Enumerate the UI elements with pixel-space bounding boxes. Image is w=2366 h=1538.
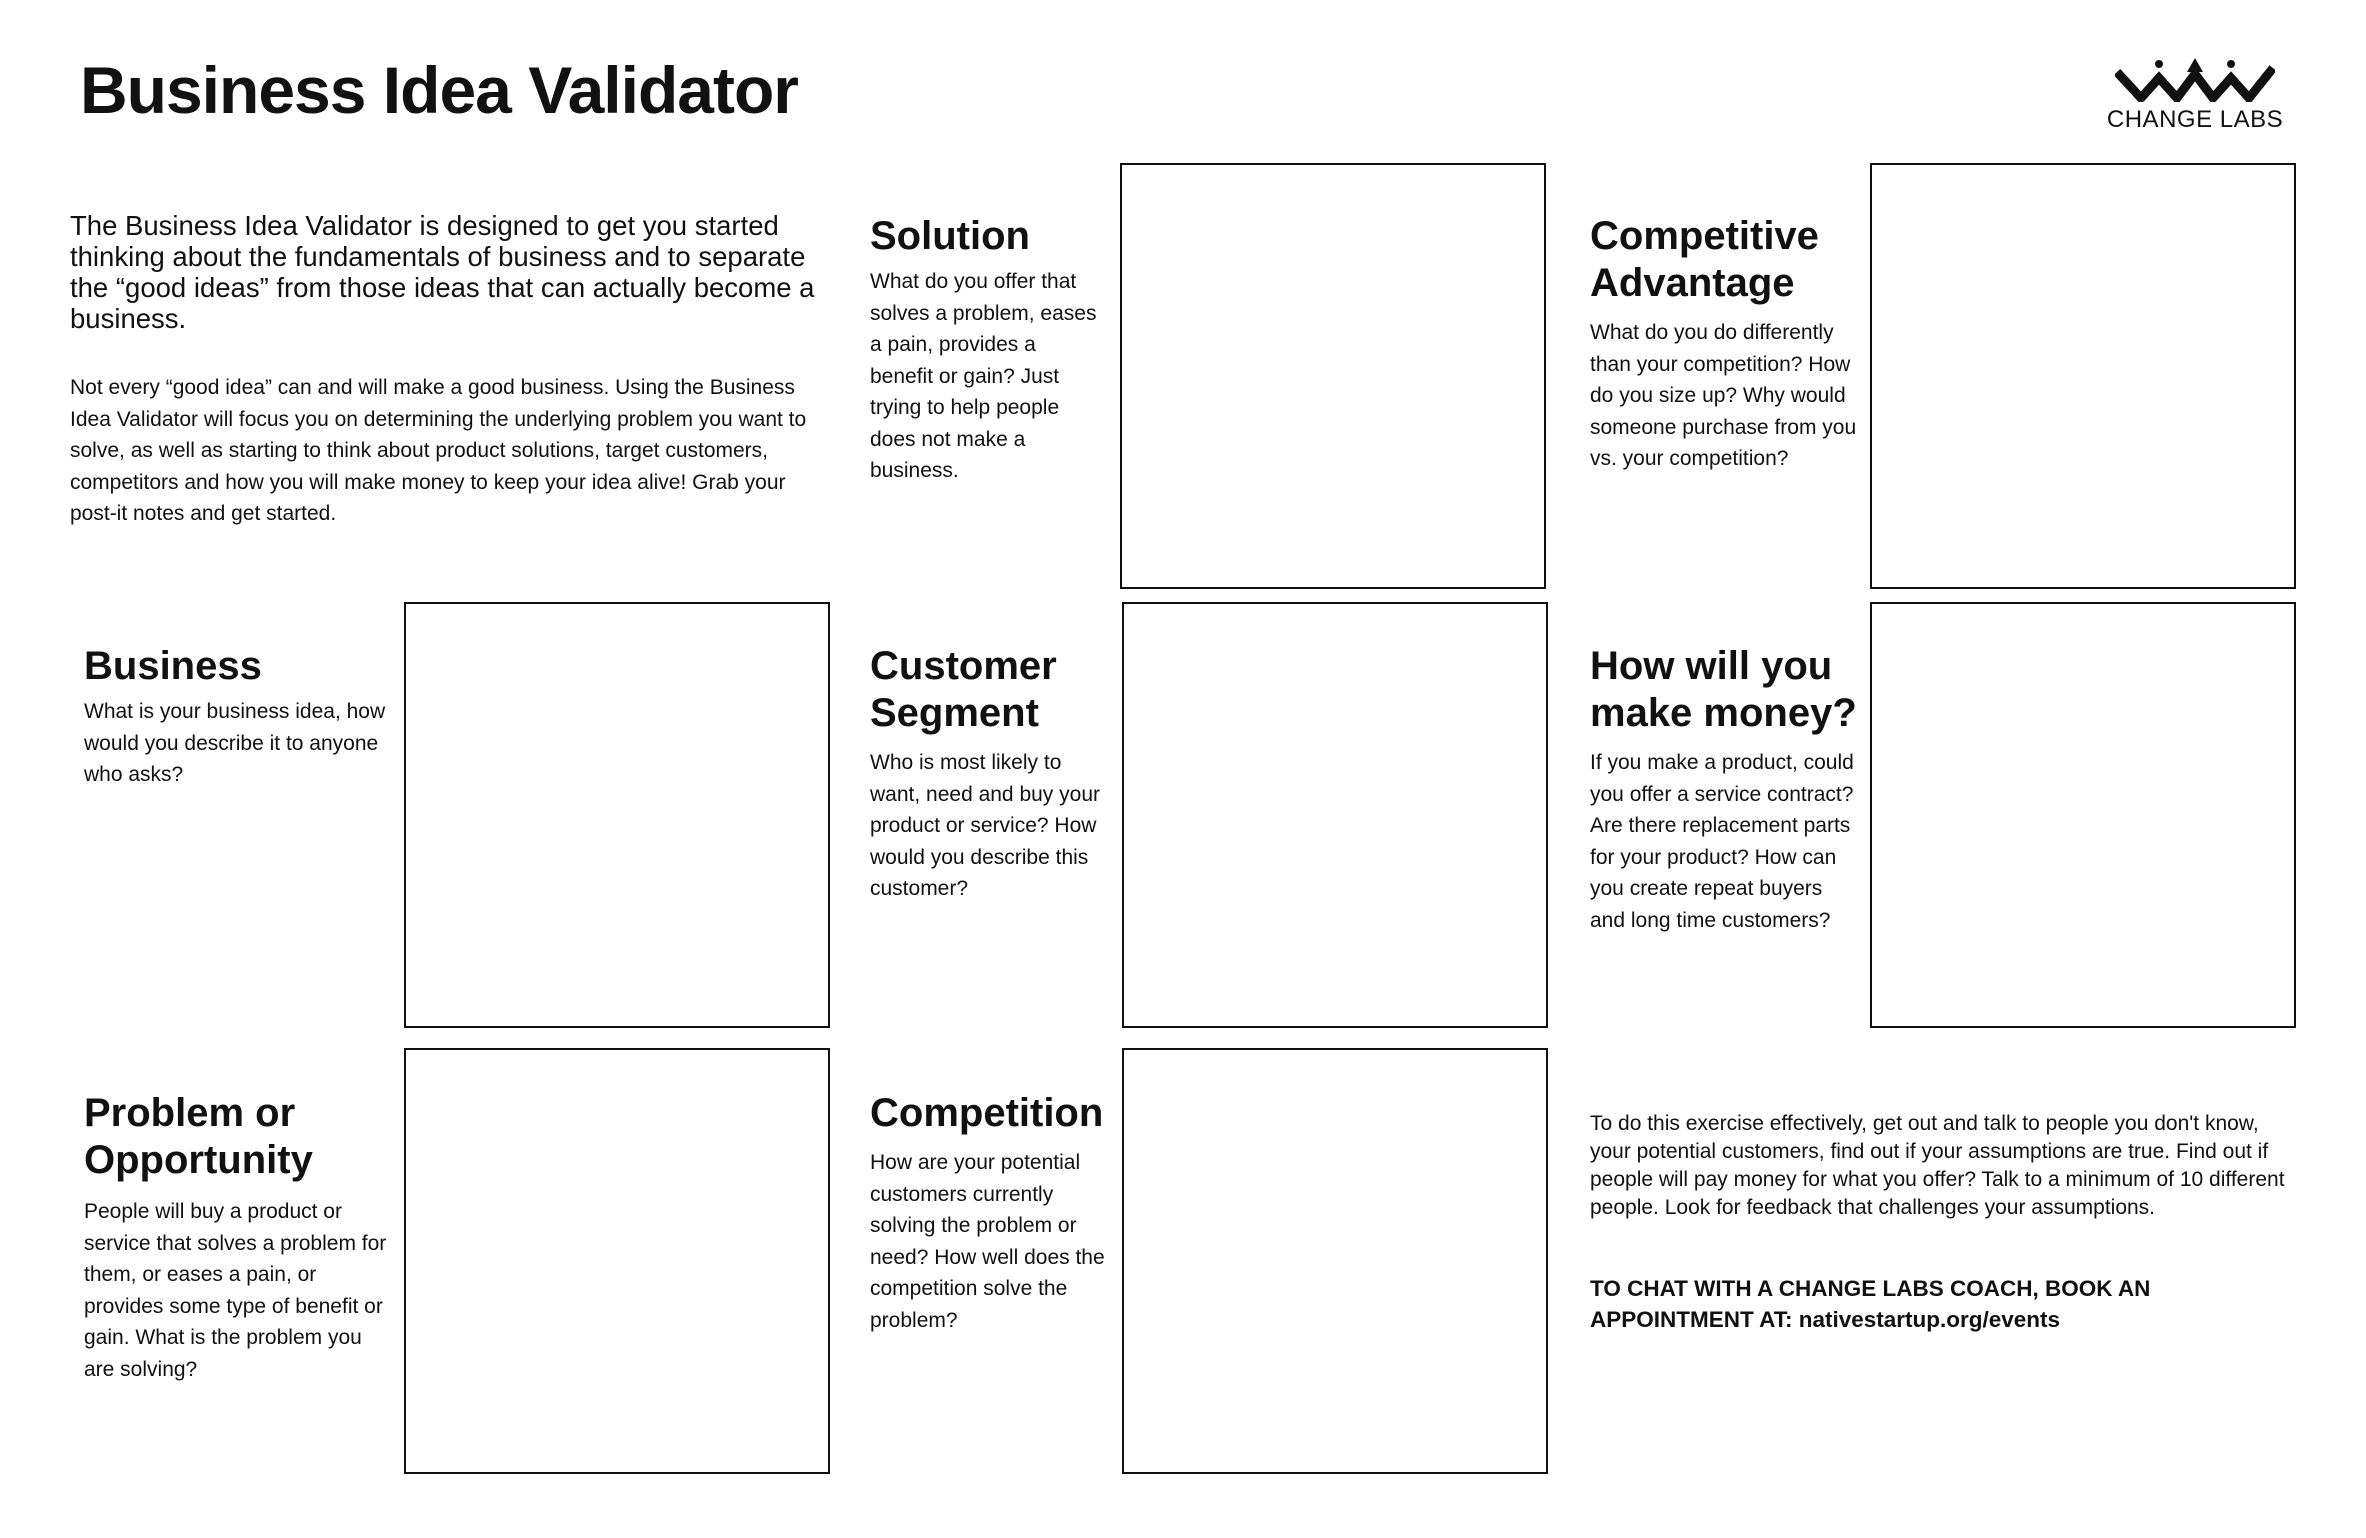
page-title: Business Idea Validator: [80, 53, 798, 127]
solution-section: [870, 213, 1100, 487]
competition-box[interactable]: [1122, 1048, 1548, 1474]
change-labs-logo: [2090, 58, 2300, 142]
business-section: [84, 643, 404, 791]
competitive-advantage-title: Competitive Advantage: [1590, 214, 1819, 305]
problem-title: Problem or Opportunity: [84, 1091, 313, 1182]
problem-box[interactable]: [404, 1048, 830, 1474]
competitive-advantage-section: [1590, 213, 1870, 475]
solution-title: Solution: [870, 214, 1030, 258]
intro-body: Not every “good idea” can and will make a good business. Using the Business Idea Validator will focus you on determining the underlying problem you want to solve, as well as starting to think about product solutions, target customers, competitors and how you will make money to keep your idea alive! Grab your post-it notes and get started.: [70, 376, 807, 525]
coach-appointment-cta: TO CHAT WITH A CHANGE LABS COACH, BOOK AN APPOINTMENT AT: nativestartup.org/events: [1590, 1276, 2151, 1332]
business-box[interactable]: [404, 602, 830, 1028]
make-money-box[interactable]: [1870, 602, 2296, 1028]
problem-description: People will buy a product or service that solves a problem for them, or eases a pain, or provides some type of benefit or gain. What is the problem you are solving?: [84, 1200, 387, 1381]
logo-text: CHANGE LABS: [2106, 106, 2284, 133]
solution-box[interactable]: [1120, 163, 1546, 589]
customer-segment-section: [870, 643, 1100, 905]
competition-section: [870, 1090, 1110, 1336]
make-money-section: [1590, 643, 1860, 936]
mountain-crown-icon: [2115, 58, 2275, 102]
make-money-title: How will you make money?: [1590, 644, 1857, 735]
make-money-description: If you make a product, could you offer a service contract? Are there replacement parts for your product? How can you create repeat buyers and long time customers?: [1590, 751, 1854, 932]
customer-segment-title: Customer Segment: [870, 644, 1057, 735]
competitive-advantage-description: What do you do differently than your competition? How do you size up? Why would someone purchase from you vs. your competition?: [1590, 321, 1857, 470]
competition-description: How are your potential customers currently solving the problem or need? How well does the competition solve the problem?: [870, 1151, 1105, 1332]
customer-segment-description: Who is most likely to want, need and buy your product or service? How would you describe this customer?: [870, 751, 1100, 900]
problem-section: [84, 1090, 394, 1385]
business-title: Business: [84, 644, 262, 688]
competitive-advantage-box[interactable]: [1870, 163, 2296, 589]
customer-segment-box[interactable]: [1122, 602, 1548, 1028]
exercise-note: To do this exercise effectively, get out and talk to people you don't know, your potential customers, find out if your assumptions are true. Find out if people will pay money for what you offer? Talk to a minimum of 10 different people. Look for feedback that challenges your assumptions.: [1590, 1112, 2285, 1219]
solution-description: What do you offer that solves a problem, eases a pain, provides a benefit or gain? Just trying to help people does not make a business.: [870, 270, 1097, 482]
business-description: What is your business idea, how would you describe it to anyone who asks?: [84, 700, 386, 786]
competition-title: Competition: [870, 1091, 1104, 1135]
intro-lead: The Business Idea Validator is designed to get you started thinking about the fundamentals of business and to separate the “good ideas” from those ideas that can actually become a business.: [70, 210, 815, 334]
